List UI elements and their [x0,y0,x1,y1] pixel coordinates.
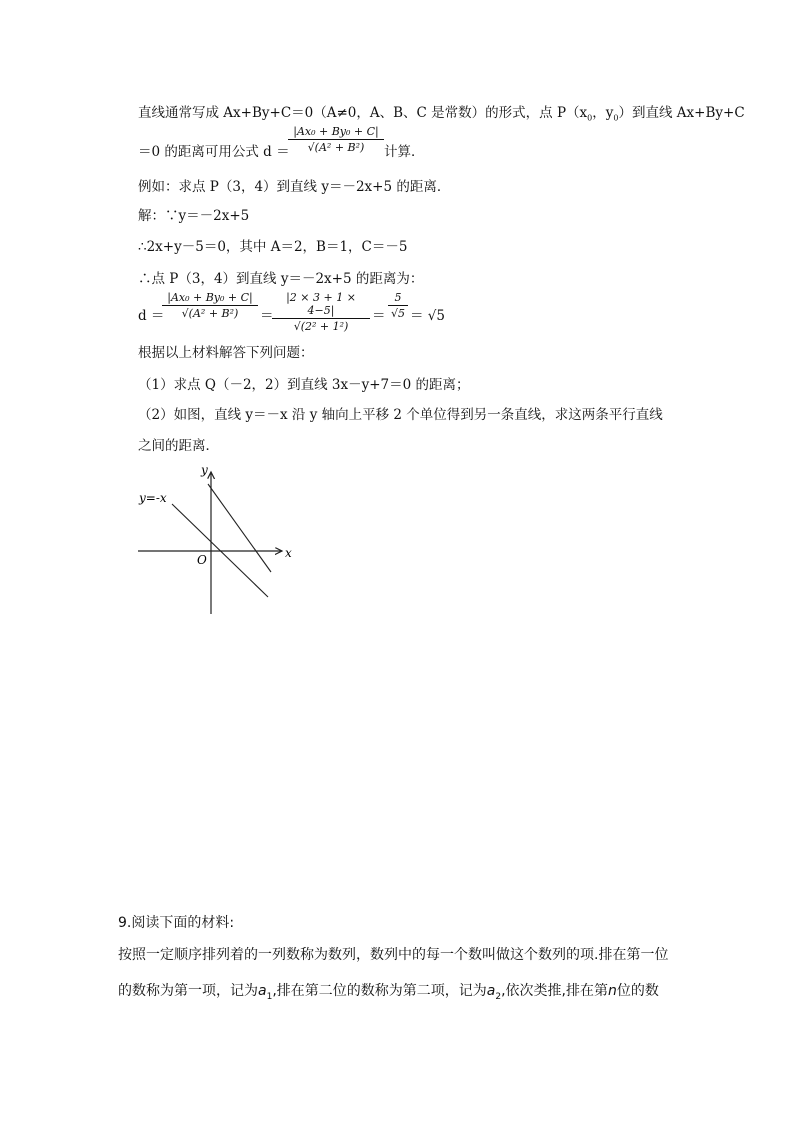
x-axis-label: x [285,546,292,560]
d-label: d ＝ [138,308,165,324]
equals-3: ＝ √5 [410,308,445,324]
equals-1: ＝ [260,308,274,324]
intro-line-2 [138,143,290,161]
n-symbol: n [608,983,617,999]
fraction-2-numerator: |2 × 3 + 1 × 4−5| [286,291,356,317]
section-9-paragraph-2 [118,980,659,1008]
intro-line-1 [138,104,745,128]
fraction-bar [288,139,384,140]
section-9-paragraph-1: 按照一定顺序排列着的一列数称为数列，数列中的每一个数叫做这个数列的项.排在第一位 [118,947,669,963]
fraction-1-denominator: √(A² + B²) [181,307,239,320]
line-label: y=-x [139,491,167,505]
intro-text-b: ，y [592,105,614,121]
solution-step-3: ∴点 P（3，4）到直线 y＝－2x+5 的距离为： [138,271,424,287]
subscript-0: 0 [587,113,593,123]
p2-text-a: 的数称为第一项，记为 [118,983,258,999]
formula-numerator: |Ax₀ + By₀ + C| [293,125,379,138]
intro-text-a: 直线通常写成 Ax+By+C＝0（A≠0，A、B、C 是常数）的形式，点 P（x [138,105,588,121]
fraction-bar [162,305,258,306]
p2-text-c: ,依次类推,排在第 [501,983,609,999]
example-text: 例如：求点 P（3，4）到直线 y＝－2x+5 的距离． [138,179,451,195]
origin-label: O [197,553,207,567]
fraction-2-denominator: √(2² + 1²) [293,320,349,333]
fraction-bar [388,305,408,306]
fraction-1-numerator: |Ax₀ + By₀ + C| [167,291,253,304]
instruction-text: 根据以上材料解答下列问题： [138,345,314,361]
question-2-line-1: （2）如图，直线 y＝－x 沿 y 轴向上平移 2 个单位得到另一条直线，求这两条平行直线 [138,407,663,423]
y-axis-label: y [201,463,208,477]
formula-denominator: √(A² + B²) [307,141,365,154]
fraction-bar [272,318,370,319]
fraction-2 [272,291,370,333]
a1-subscript: 1 [266,991,273,1002]
question-1: （1）求点 Q（－2，2）到直线 3x－y+7＝0 的距离； [138,377,470,393]
intro-text-e: 计算． [384,144,425,160]
a2-symbol: a [486,983,496,999]
p2-text-d: 位的数 [616,983,659,999]
subscript-0: 0 [613,113,619,123]
coordinate-graph [130,462,310,622]
distance-formula [288,125,384,154]
solution-step-2: ∴2x+y－5＝0，其中 A＝2，B＝1，C＝－5 [138,239,408,255]
intro-text-d: ＝0 的距离可用公式 d ＝ [138,144,290,160]
fraction-3-denominator: √5 [391,307,406,320]
question-2-line-2: 之间的距离． [138,438,219,454]
fraction-3-numerator: 5 [394,291,402,304]
section-9-title: 9.阅读下面的材料: [118,915,235,931]
a1-symbol: a [258,983,267,999]
shifted-line [208,484,271,572]
a2-subscript: 2 [495,991,502,1002]
intro-line-2-end [384,143,425,161]
fraction-1 [162,291,258,320]
fraction-3 [388,291,408,320]
p2-text-b: ,排在第二位的数称为第二项，记为 [272,983,487,999]
solution-step-1: 解：∵y＝－2x+5 [138,208,250,224]
equals-2: ＝ [372,308,386,324]
intro-text-c: ）到直线 Ax+By+C [618,105,745,121]
